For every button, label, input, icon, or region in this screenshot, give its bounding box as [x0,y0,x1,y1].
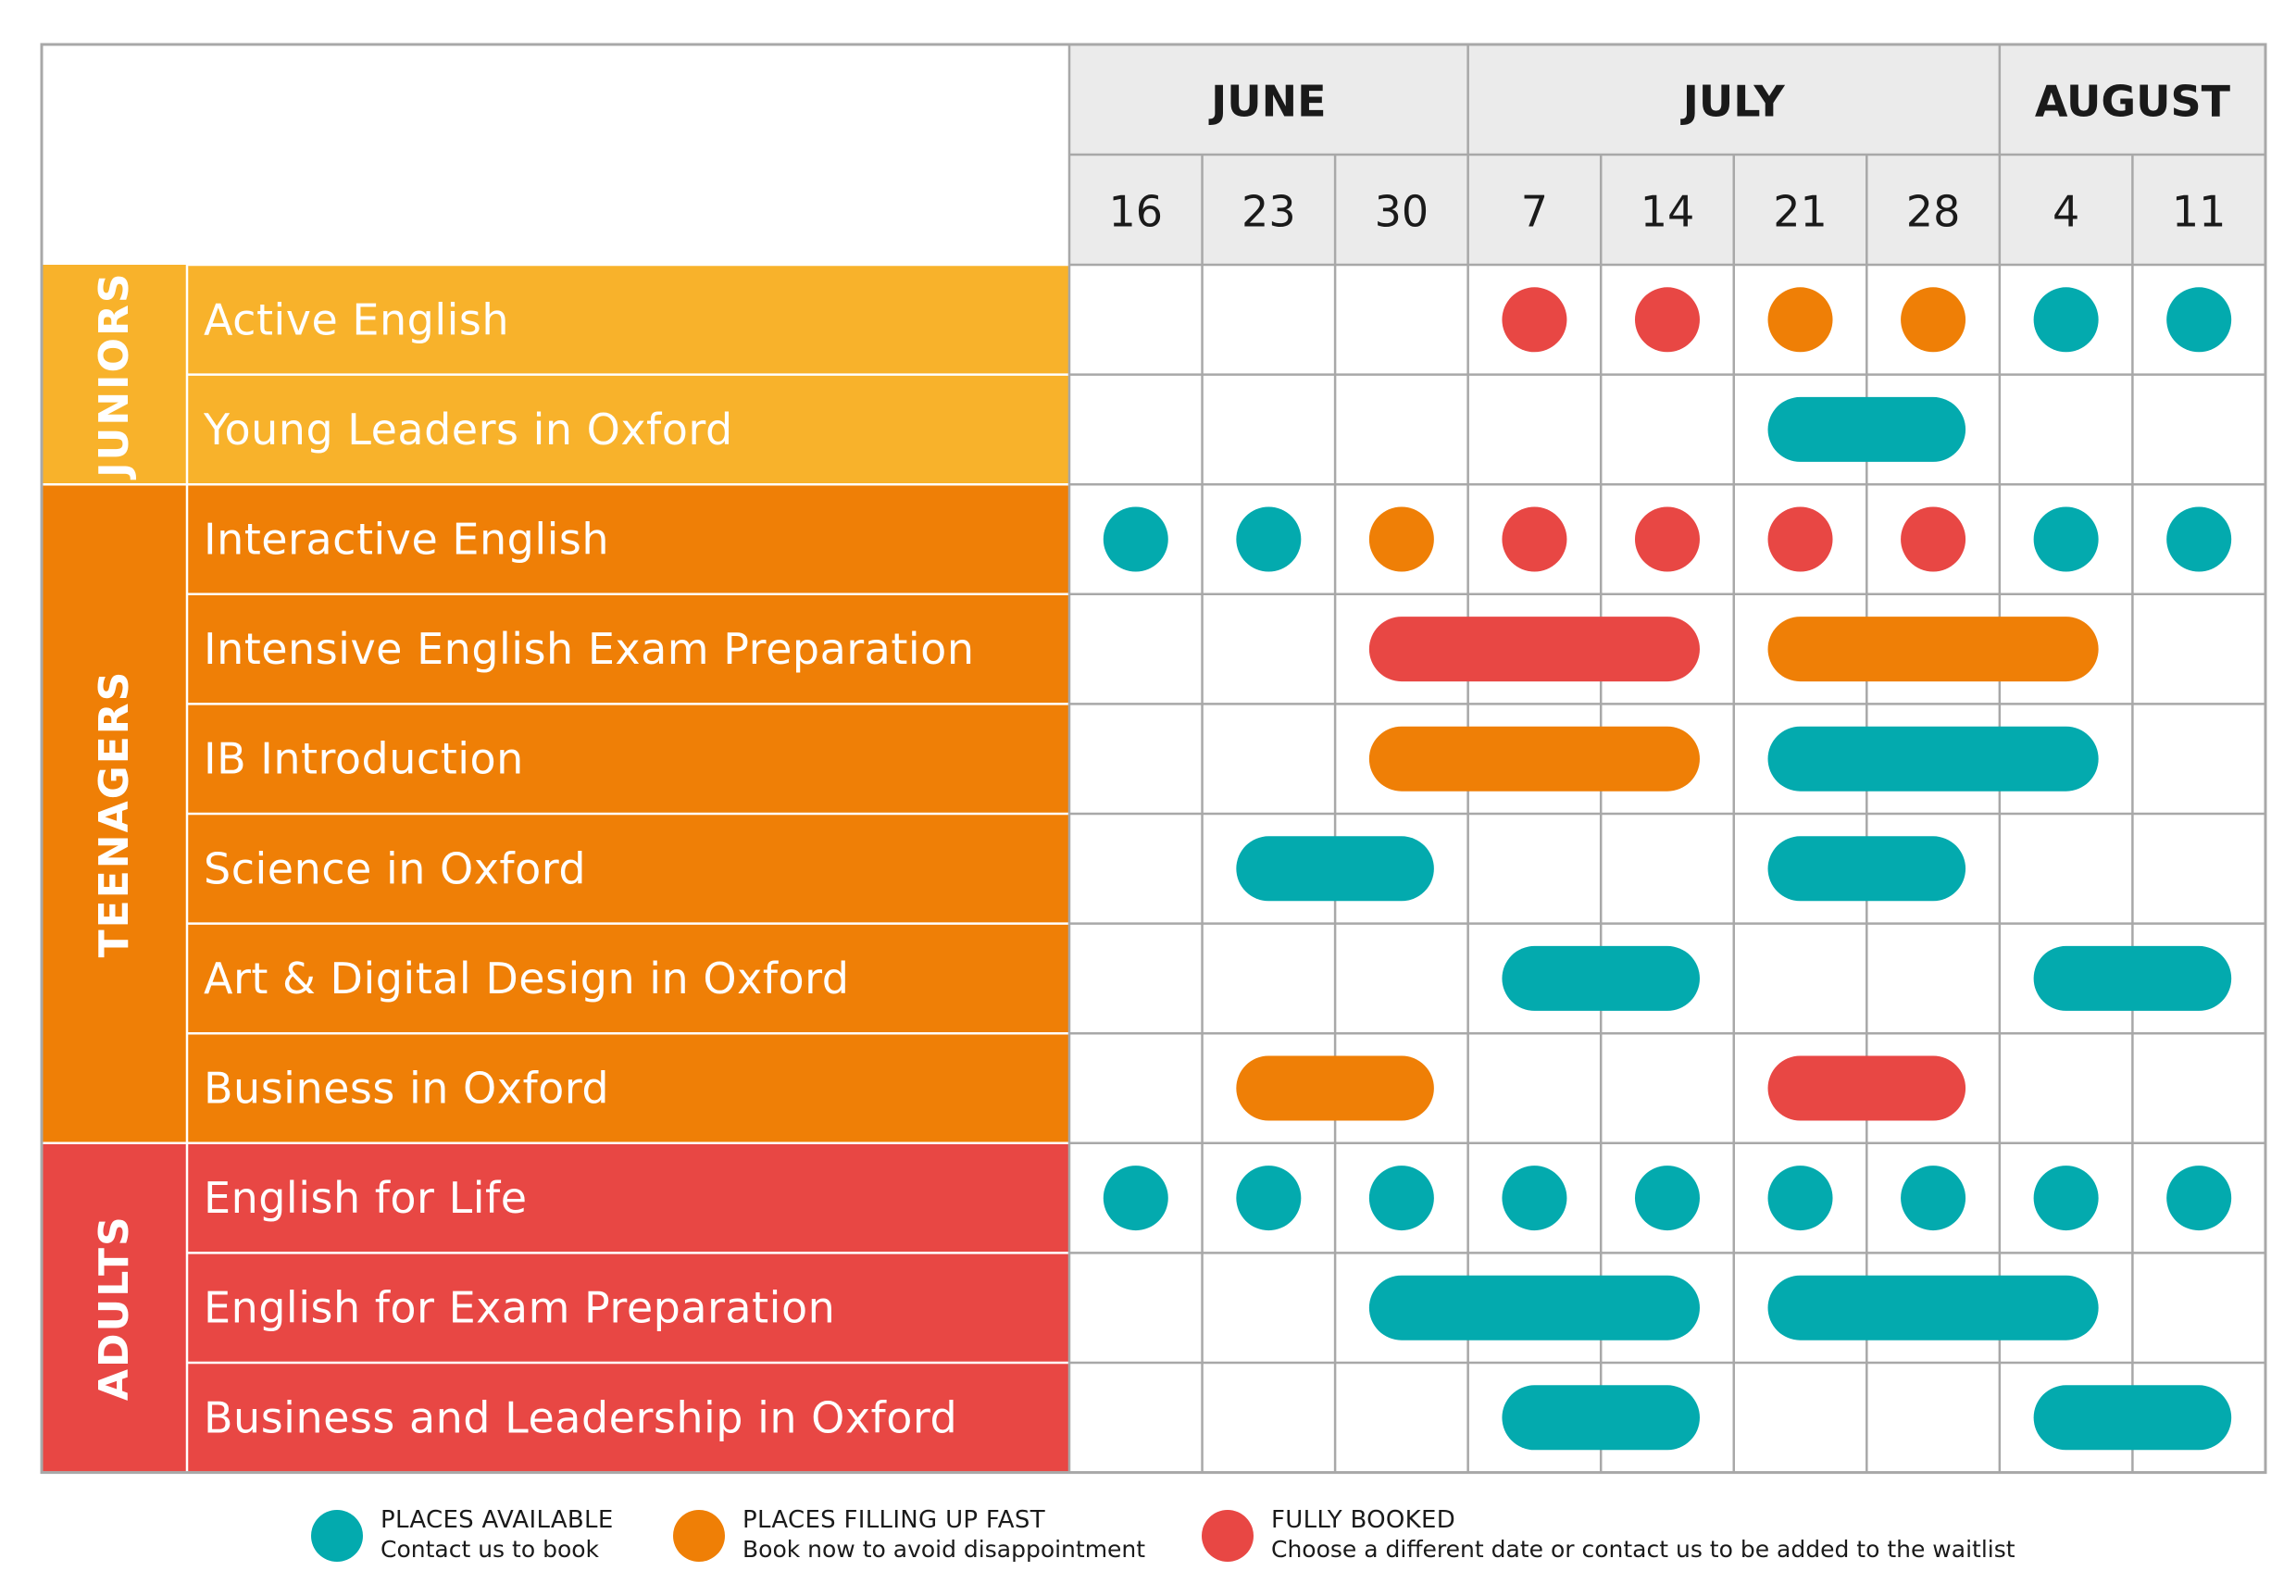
course-name: Science in Oxford [204,843,587,894]
availability-dot-available [2034,507,2099,572]
legend-booked-subtitle: Choose a different date or contact us to be added to the waitlist [1271,1536,2015,1563]
availability-dot-available [2166,507,2231,572]
legend-filling-subtitle: Book now to avoid disappointment [742,1536,1146,1563]
availability-dot-available [1635,1166,1700,1230]
availability-dot-available [1104,1166,1168,1230]
availability-dot-available [1369,1166,1434,1230]
availability-dot-available [2034,287,2099,352]
availability-dot-booked [1901,507,1965,572]
legend-available-icon [311,1510,363,1562]
availability-bar-booked [1768,1056,1966,1121]
availability-dot-available [1901,1166,1965,1230]
course-name: Interactive English [204,514,610,565]
availability-bar-available [2034,1385,2232,1450]
availability-bar-available [1369,1276,1700,1340]
course-name: IB Introduction [204,733,524,784]
availability-bar-available [1768,727,2099,792]
group-label-teenagers: TEENAGERS [91,669,138,958]
availability-bar-available [2034,946,2232,1011]
group-label-juniors: JUNIORS [91,271,138,478]
week-label: 14 [1640,186,1695,237]
availability-bar-available [1502,946,1700,1011]
month-label: JUNE [1211,76,1327,127]
availability-dot-available [2166,287,2231,352]
week-label: 11 [2171,186,2227,237]
legend-booked-title: FULLY BOOKED [1271,1506,1456,1534]
group-label-adults: ADULTS [91,1215,138,1402]
availability-dot-available [2166,1166,2231,1230]
availability-dot-booked [1635,287,1700,352]
availability-dot-filling [1768,287,1833,352]
course-name: Art & Digital Design in Oxford [204,953,850,1004]
week-label: 30 [1374,186,1429,237]
course-name: Business and Leadership in Oxford [204,1392,958,1443]
legend-filling-title: PLACES FILLING UP FAST [742,1506,1045,1534]
week-label: 7 [1520,186,1549,237]
week-label: 16 [1108,186,1164,237]
course-name: Intensive English Exam Preparation [204,624,975,675]
week-label: 23 [1242,186,1296,237]
availability-bar-available [1502,1385,1700,1450]
week-label: 4 [2052,186,2080,237]
availability-dot-available [1236,1166,1301,1230]
legend-available-subtitle: Contact us to book [381,1536,600,1563]
legend-filling-icon [673,1510,725,1562]
availability-dot-available [1236,507,1301,572]
availability-dot-available [1502,1166,1566,1230]
availability-bar-available [1768,397,1966,462]
availability-bar-available [1236,836,1434,901]
availability-bar-available [1768,1276,2099,1340]
availability-bar-filling [1369,727,1700,792]
availability-bar-filling [1768,617,2099,681]
legend-booked-icon [1202,1510,1254,1562]
availability-dot-booked [1502,507,1566,572]
availability-dot-booked [1635,507,1700,572]
week-label: 21 [1773,186,1828,237]
availability-bar-available [1768,836,1966,901]
availability-dot-available [2034,1166,2099,1230]
course-name: Young Leaders in Oxford [204,404,733,455]
course-name: Business in Oxford [204,1063,610,1114]
course-name: English for Exam Preparation [204,1282,836,1333]
availability-dot-filling [1369,507,1434,572]
month-label: AUGUST [2034,76,2230,127]
course-name: Active English [204,294,510,345]
availability-dot-booked [1768,507,1833,572]
availability-bar-booked [1369,617,1700,681]
availability-dot-filling [1901,287,1965,352]
availability-dot-available [1104,507,1168,572]
availability-dot-available [1768,1166,1833,1230]
month-label: JULY [1682,76,1785,127]
legend-available-title: PLACES AVAILABLE [381,1506,614,1534]
week-label: 28 [1905,186,1961,237]
course-name: English for Life [204,1173,528,1224]
availability-bar-filling [1236,1056,1434,1121]
availability-dot-booked [1502,287,1566,352]
